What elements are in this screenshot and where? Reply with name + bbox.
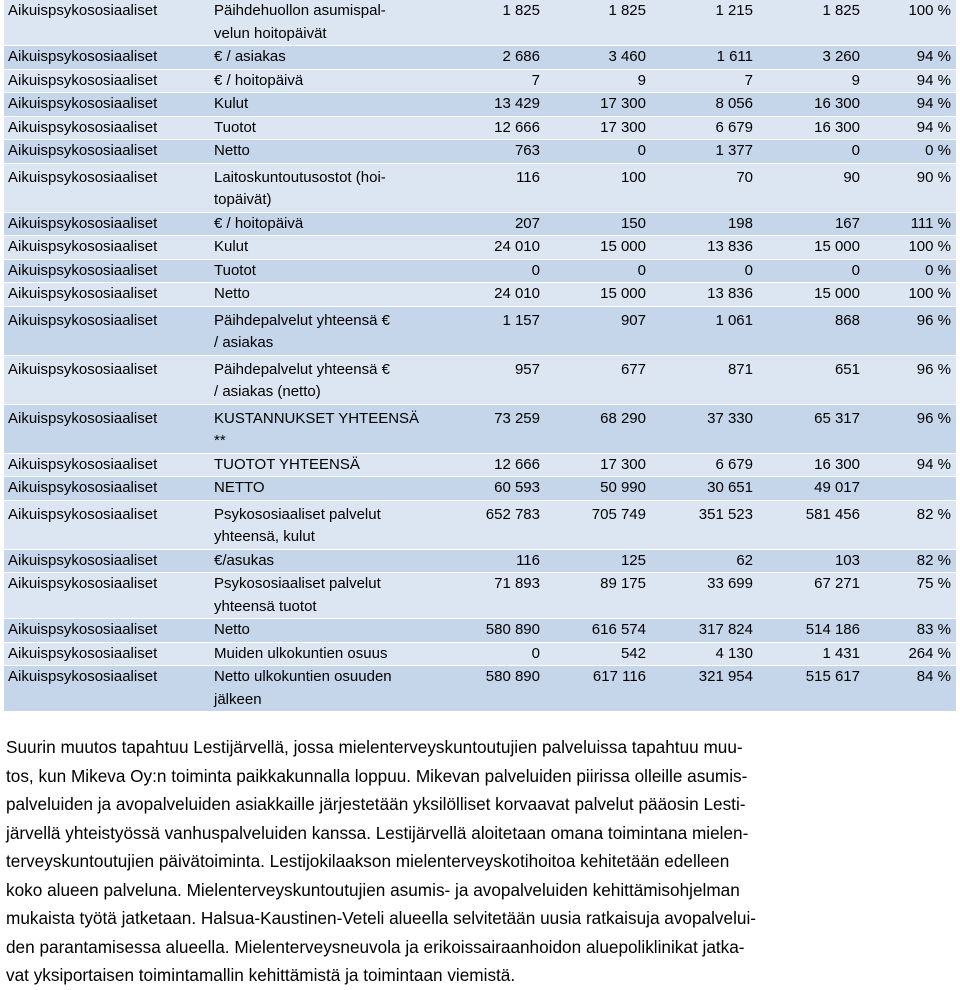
value-col-1: 73 259	[494, 409, 540, 427]
value-col-3: 37 330	[707, 409, 753, 427]
percent-value: 94 %	[916, 48, 951, 65]
percent-value: 264 %	[908, 644, 951, 662]
value-col-1: 116	[516, 168, 540, 186]
paragraph-line: terveyskuntoutujien päivätoiminta. Lestijokilaakson mielenterveyskotihoitoa kehitetään edelleen	[6, 851, 730, 871]
table-row	[4, 93, 956, 117]
value-col-1: 2 686	[502, 48, 540, 65]
value-col-1: 580 890	[485, 668, 540, 685]
value-col-3: 70	[736, 168, 753, 186]
value-col-2: 0	[637, 142, 646, 159]
percent-value: 96 %	[916, 409, 951, 427]
value-col-3: 33 699	[707, 575, 753, 592]
row-group: Aikuispsykososiaaliset	[8, 505, 158, 523]
value-col-1: 60 593	[494, 479, 540, 496]
value-col-4: 515 617	[805, 668, 860, 685]
percent-value: 100 %	[908, 2, 951, 19]
row-group: Aikuispsykososiaaliset	[8, 214, 158, 232]
row-label: € / asiakas	[214, 48, 286, 65]
table-row	[4, 307, 956, 356]
table-row	[4, 164, 956, 213]
row-group: Aikuispsykososiaaliset	[8, 2, 158, 19]
paragraph-line: tos, kun Mikeva Oy:n toiminta paikkakunnalla loppuu. Mikevan palveluiden piirissa olleille asumis-	[6, 765, 748, 786]
value-col-3: 871	[727, 360, 753, 378]
row-group: Aikuispsykososiaaliset	[8, 621, 158, 638]
value-col-2: 0	[637, 261, 646, 279]
table-row	[4, 619, 956, 643]
table-row	[4, 550, 956, 574]
value-col-2: 89 175	[600, 575, 646, 592]
value-col-3: 351 523	[698, 505, 753, 523]
paragraph-line: den parantamisessa alueella. Mielenterveysneuvola ja erikoissairaanhoidon aluepoliklinikat jatka-	[6, 936, 745, 957]
value-col-1: 12 666	[494, 118, 540, 136]
table-row	[4, 117, 956, 141]
table-row	[4, 501, 956, 550]
row-group: Aikuispsykososiaaliset	[8, 118, 158, 136]
row-group: Aikuispsykososiaaliset	[8, 142, 158, 159]
value-col-2: 17 300	[600, 455, 646, 473]
value-col-1: 24 010	[494, 285, 540, 302]
row-label: Päihdehuollon asumispal- velun hoitopäivät	[214, 2, 386, 42]
row-label: Netto	[214, 621, 250, 638]
table-row	[4, 46, 956, 70]
value-col-2: 150	[620, 214, 646, 232]
value-col-1: 957	[514, 360, 540, 378]
row-group: Aikuispsykososiaaliset	[8, 95, 158, 112]
paragraph-line: Suurin muutos tapahtuu Lestijärvellä, jossa mielenterveyskuntoutujien palveluissa tapahtuu muu-	[6, 737, 743, 757]
row-group: Aikuispsykososiaaliset	[8, 261, 158, 279]
row-group: Aikuispsykososiaaliset	[8, 48, 158, 65]
value-col-2: 50 990	[600, 479, 646, 496]
row-label: Netto	[214, 142, 250, 159]
value-col-2: 616 574	[591, 621, 646, 638]
percent-value: 84 %	[916, 668, 951, 685]
table-row	[4, 454, 956, 478]
value-col-4: 15 000	[814, 238, 860, 255]
value-col-3: 198	[727, 214, 753, 232]
table-row	[4, 140, 956, 164]
value-col-4: 167	[834, 214, 860, 232]
percent-value: 94 %	[916, 118, 951, 136]
value-col-1: 652 783	[485, 505, 540, 523]
row-group: Aikuispsykososiaaliset	[8, 71, 158, 89]
value-col-2: 617 116	[592, 668, 646, 685]
value-col-4: 90	[843, 168, 860, 186]
row-label: Psykososiaaliset palvelut yhteensä tuotot	[214, 575, 381, 615]
percent-value: 96 %	[916, 311, 951, 329]
value-col-4: 514 186	[805, 621, 860, 638]
value-col-1: 7	[531, 71, 540, 89]
row-group: Aikuispsykososiaaliset	[8, 668, 158, 685]
row-label: KUSTANNUKSET YHTEENSÄ **	[214, 409, 420, 449]
value-col-2: 677	[620, 360, 646, 378]
percent-value: 0 %	[925, 142, 951, 159]
percent-value: 83 %	[916, 621, 951, 638]
value-col-2: 3 460	[608, 48, 646, 65]
percent-value: 75 %	[916, 575, 951, 592]
row-group: Aikuispsykososiaaliset	[8, 551, 158, 569]
value-col-4: 9	[851, 71, 860, 89]
paragraph-line: mukaista työtä jatketaan. Halsua-Kaustinen-Veteli alueella selvitetään uusia ratkaisuja avopalvelui-	[6, 908, 756, 928]
table-row	[4, 477, 956, 501]
row-label: TUOTOT YHTEENSÄ	[214, 455, 360, 473]
row-label: Tuotot	[214, 261, 256, 279]
row-group: Aikuispsykososiaaliset	[8, 238, 158, 255]
table-row	[4, 236, 956, 260]
value-col-3: 6 679	[715, 118, 753, 136]
row-label: Kulut	[214, 95, 249, 112]
row-group: Aikuispsykososiaaliset	[8, 285, 158, 302]
row-group: Aikuispsykososiaaliset	[8, 575, 158, 592]
value-col-1: 13 429	[494, 95, 540, 112]
row-label: €/asukas	[214, 551, 275, 569]
value-col-1: 207	[514, 214, 540, 232]
percent-value: 82 %	[916, 505, 951, 523]
value-col-4: 651	[834, 360, 860, 378]
row-group: Aikuispsykososiaaliset	[8, 455, 158, 473]
table-row	[4, 283, 956, 307]
row-label: Muiden ulkokuntien osuus	[214, 644, 388, 662]
value-col-4: 16 300	[814, 455, 860, 473]
table-row	[4, 643, 956, 667]
value-col-1: 0	[531, 644, 540, 662]
value-col-4: 0	[851, 142, 860, 159]
row-group: Aikuispsykososiaaliset	[8, 409, 158, 427]
value-col-3: 13 836	[707, 238, 753, 255]
value-col-1: 24 010	[494, 238, 540, 255]
value-col-2: 907	[620, 311, 646, 329]
value-col-3: 6 679	[715, 455, 753, 473]
value-col-3: 1 061	[715, 311, 753, 329]
value-col-3: 13 836	[707, 285, 753, 302]
row-label: Tuotot	[214, 118, 256, 136]
value-col-3: 30 651	[707, 479, 753, 496]
percent-value: 111 %	[910, 214, 951, 232]
value-col-3: 7	[744, 71, 753, 89]
percent-value: 96 %	[916, 360, 951, 378]
table-row	[4, 573, 956, 619]
value-col-4: 67 271	[814, 575, 860, 592]
value-col-1: 1 157	[502, 311, 540, 329]
table-row	[4, 213, 956, 237]
paragraph-line: palveluiden ja avopalveluiden asiakkaille järjestetään yksilölliset korvaavat palvelut pääosin Lesti-	[6, 794, 746, 814]
row-group: Aikuispsykososiaaliset	[8, 644, 158, 662]
budget-table	[4, 0, 956, 712]
row-label: Psykososiaaliset palvelut yhteensä, kulut	[214, 505, 381, 545]
percent-value	[863, 477, 954, 500]
value-col-1: 12 666	[494, 455, 540, 473]
row-label: Netto ulkokuntien osuuden jälkeen	[214, 668, 392, 708]
row-label: Netto	[214, 285, 250, 302]
row-group: Aikuispsykososiaaliset	[8, 311, 158, 329]
row-label: € / hoitopäivä	[214, 214, 304, 232]
row-group: Aikuispsykososiaaliset	[8, 360, 158, 378]
row-label: Päihdepalvelut yhteensä € / asiakas (netto)	[214, 360, 390, 400]
value-col-2: 100	[620, 168, 646, 186]
value-col-3: 8 056	[715, 95, 753, 112]
value-col-4: 49 017	[814, 479, 860, 496]
percent-value: 94 %	[916, 71, 951, 89]
value-col-2: 15 000	[600, 285, 646, 302]
value-col-4: 16 300	[814, 95, 860, 112]
value-col-2: 705 749	[591, 505, 646, 523]
row-label: Laitoskuntoutusostot (hoi- topäivät)	[214, 168, 386, 208]
percent-value: 94 %	[916, 455, 951, 473]
value-col-3: 0	[744, 261, 753, 279]
paragraph-line: koko alueen palveluna. Mielenterveyskuntoutujien asumis- ja avopalveluiden kehittämisohjelman	[6, 879, 740, 900]
value-col-2: 542	[620, 644, 646, 662]
value-col-2: 68 290	[600, 409, 646, 427]
table-row	[4, 260, 956, 284]
percent-value: 90 %	[916, 168, 951, 186]
value-col-1: 580 890	[485, 621, 540, 638]
row-group: Aikuispsykososiaaliset	[8, 479, 158, 496]
row-label: Kulut	[214, 238, 249, 255]
value-col-4: 1 825	[822, 2, 860, 19]
value-col-4: 65 317	[814, 409, 860, 427]
row-label: NETTO	[214, 479, 265, 496]
value-col-3: 1 377	[715, 142, 753, 159]
table-row	[4, 405, 956, 454]
value-col-2: 15 000	[600, 238, 646, 255]
row-group: Aikuispsykososiaaliset	[8, 168, 158, 186]
value-col-2: 1 825	[608, 2, 646, 19]
value-col-1: 1 825	[502, 2, 540, 19]
value-col-3: 317 824	[698, 621, 753, 638]
value-col-2: 125	[620, 551, 646, 569]
value-col-4: 0	[851, 261, 860, 279]
value-col-4: 1 431	[822, 644, 860, 662]
value-col-1: 116	[516, 551, 540, 569]
percent-value: 0 %	[925, 261, 951, 279]
table-row	[4, 0, 956, 46]
body-paragraph	[6, 733, 946, 990]
value-col-2: 17 300	[600, 118, 646, 136]
percent-value: 94 %	[916, 95, 951, 112]
value-col-2: 17 300	[600, 95, 646, 112]
percent-value: 82 %	[916, 551, 951, 569]
value-col-1: 71 893	[494, 575, 540, 592]
value-col-3: 62	[736, 551, 753, 569]
value-col-4: 16 300	[814, 118, 860, 136]
value-col-4: 581 456	[805, 505, 860, 523]
value-col-3: 1 215	[715, 2, 753, 19]
value-col-4: 868	[834, 311, 860, 329]
value-col-4: 15 000	[814, 285, 860, 302]
row-label: Päihdepalvelut yhteensä € / asiakas	[214, 311, 390, 351]
table-row	[4, 666, 956, 712]
value-col-4: 3 260	[822, 48, 860, 65]
value-col-3: 321 954	[698, 668, 753, 685]
value-col-2: 9	[637, 71, 646, 89]
value-col-3: 4 130	[715, 644, 753, 662]
percent-value: 100 %	[908, 238, 951, 255]
value-col-4: 103	[834, 551, 860, 569]
percent-value: 100 %	[908, 285, 951, 302]
value-col-1: 0	[531, 261, 540, 279]
table-row	[4, 70, 956, 94]
paragraph-line: vat yksiportaisen toimintamallin kehittämistä ja toimintaan viemistä.	[6, 965, 516, 985]
row-label: € / hoitopäivä	[214, 71, 304, 89]
table-row	[4, 356, 956, 405]
value-col-1: 763	[514, 142, 540, 159]
paragraph-line: järvellä yhteistyössä vanhuspalveluiden kanssa. Lestijärvellä aloitetaan omana toimintana mielen-	[6, 822, 749, 843]
value-col-3: 1 611	[716, 48, 753, 65]
